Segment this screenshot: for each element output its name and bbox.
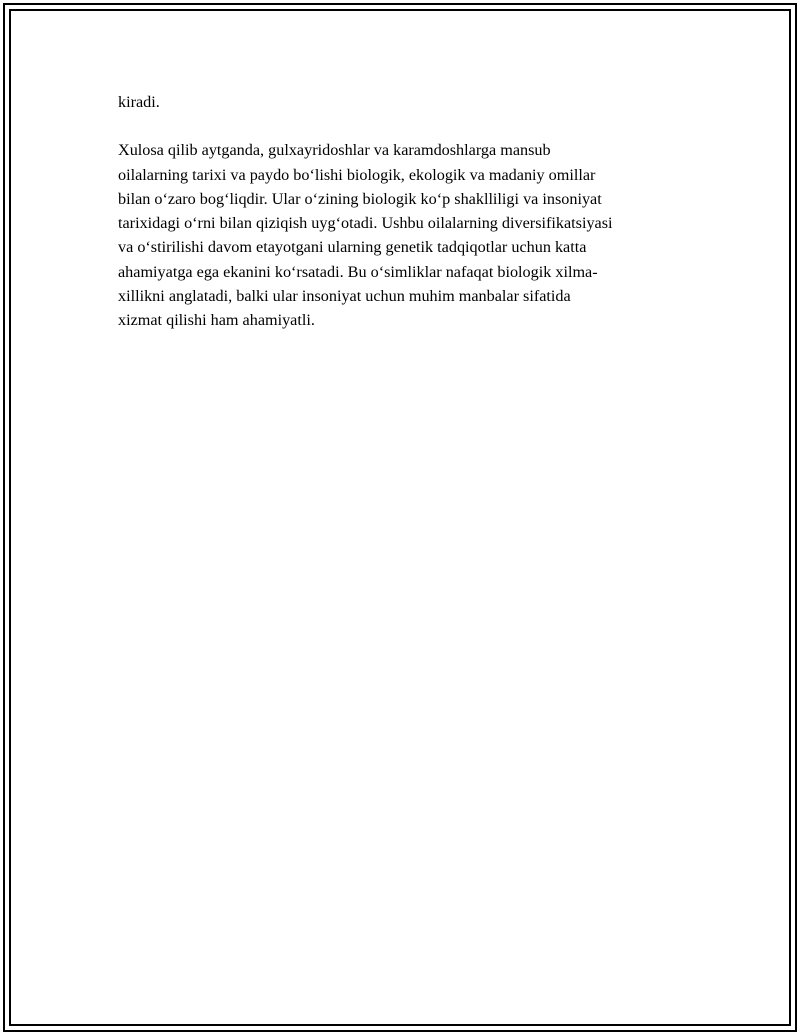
- text-line: va o‘stirilishi davom etayotgani ularning genetik tadqiqotlar uchun katta: [118, 238, 587, 257]
- conclusion-paragraph: [118, 138, 678, 332]
- text-line: Xulosa qilib aytganda, gulxayridoshlar va karamdoshlarga mansub: [118, 141, 551, 160]
- fragment-paragraph: [118, 90, 678, 114]
- text-line: xizmat qilishi ham ahamiyatli.: [118, 311, 315, 330]
- text-line: xillikni anglatadi, balki ular insoniyat uchun muhim manbalar sifatida: [118, 287, 571, 306]
- text-line: bilan o‘zaro bog‘liqdir. Ular o‘zining biologik ko‘p shaklliligi va insoniyat: [118, 189, 602, 208]
- document-body: [118, 90, 678, 333]
- text-line: kiradi.: [118, 93, 160, 111]
- text-line: oilalarning tarixi va paydo bo‘lishi biologik, ekologik va madaniy omillar: [118, 165, 596, 184]
- text-line: tarixidagi o‘rni bilan qiziqish uyg‘otadi. Ushbu oilalarning diversifikatsiyasi: [118, 214, 613, 233]
- paragraph-spacer: [118, 114, 678, 138]
- text-line: ahamiyatga ega ekanini ko‘rsatadi. Bu o‘simliklar nafaqat biologik xilma-: [118, 262, 598, 281]
